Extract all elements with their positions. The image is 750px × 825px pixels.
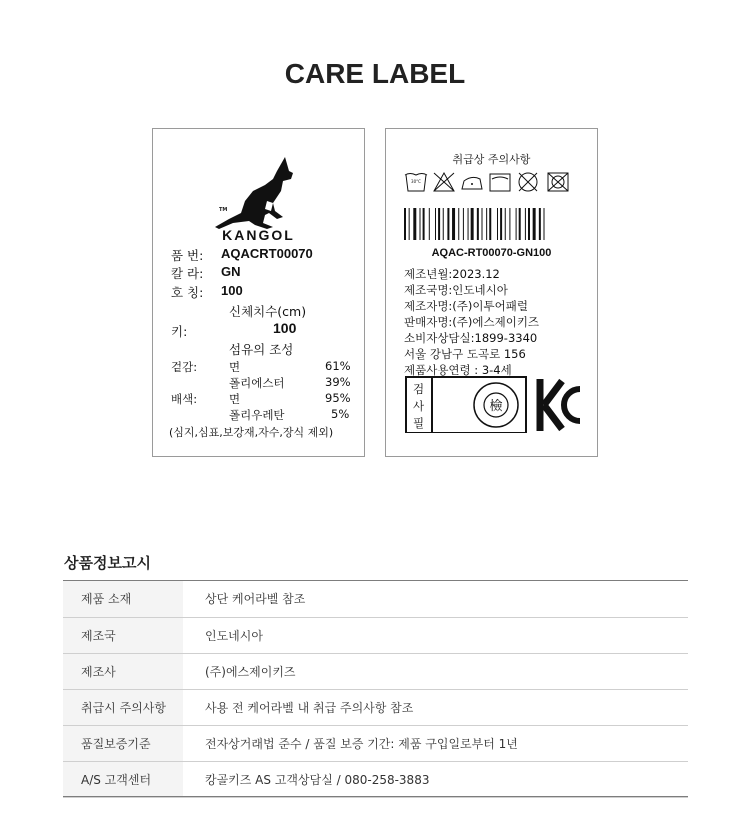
stamp-char: 사 <box>413 399 425 413</box>
product-info-title: 상품정보고시 <box>64 554 151 572</box>
size-label: 호 칭: <box>171 285 204 300</box>
row-key: 품질보증기준 <box>63 725 183 761</box>
exclusion-note: (심지,심표,보강재,자수,장식 제외) <box>169 426 334 439</box>
certification-marks <box>404 375 582 433</box>
row-key: 제조사 <box>63 653 183 689</box>
inspection-stamp <box>413 381 424 432</box>
body-size-title: 신체치수(cm) <box>229 304 307 319</box>
trim-label: 배색: <box>171 392 198 406</box>
svg-text:30°C: 30°C <box>411 179 421 184</box>
info-line: 제조년월:2023.12 <box>404 267 500 281</box>
color-label: 칼 라: <box>171 266 204 281</box>
fiber-title: 섬유의 조성 <box>229 342 294 357</box>
color-value: GN <box>221 264 241 279</box>
row-value: 캉골키즈 AS 고객상담실 / 080-258-3883 <box>183 761 688 797</box>
care-label-left <box>152 128 365 457</box>
outer-percent-1: 61% <box>325 359 351 373</box>
stamp-char: 필 <box>413 416 425 430</box>
no-dryclean-icon <box>519 173 537 191</box>
product-no-value: AQACRT00070 <box>221 246 313 261</box>
table-row <box>63 689 688 725</box>
info-line: 제조자명:(주)이투어패럴 <box>404 299 528 313</box>
table-row <box>63 653 688 689</box>
stamp-char: 검 <box>413 382 425 396</box>
care-label-right <box>385 128 598 457</box>
info-line: 제조국명:인도네시아 <box>404 283 508 297</box>
trim-percent-1: 95% <box>325 391 351 405</box>
row-value: 상단 케어라벨 참조 <box>183 581 688 617</box>
row-value: 인도네시아 <box>183 617 688 653</box>
row-key: 취급시 주의사항 <box>63 689 183 725</box>
row-value: 전자상거래법 준수 / 품질 보증 기간: 제품 구입일로부터 1년 <box>183 725 688 761</box>
product-no-label: 품 번: <box>171 248 204 263</box>
row-key: A/S 고객센터 <box>63 761 183 797</box>
dry-flat-icon <box>490 174 510 191</box>
trim-percent-2: 5% <box>331 407 350 421</box>
outer-material-2: 폴리에스터 <box>229 376 285 390</box>
care-heading: 취급상 주의사항 <box>452 153 531 166</box>
table-row <box>63 761 688 797</box>
table-row <box>63 617 688 653</box>
table-row <box>63 581 688 617</box>
hand-wash-icon <box>405 174 427 192</box>
row-key: 제조국 <box>63 617 183 653</box>
no-tumble-dry-icon <box>548 173 568 191</box>
svg-text:檢: 檢 <box>489 399 503 414</box>
row-value: (주)에스제이키즈 <box>183 653 688 689</box>
barcode-number: AQAC-RT00070-GN100 <box>431 247 552 259</box>
barcode-icon <box>404 208 582 240</box>
height-label: 키: <box>171 324 188 339</box>
outer-label: 겉감: <box>171 360 198 374</box>
info-line: 제품사용연령 : 3-4세 <box>404 363 512 377</box>
page-title: CARE LABEL <box>284 58 466 89</box>
no-bleach-icon <box>434 173 454 191</box>
height-value: 100 <box>273 320 297 336</box>
product-info-table <box>63 581 688 798</box>
outer-percent-2: 39% <box>325 375 351 389</box>
row-value: 사용 전 케어라벨 내 취급 주의사항 참조 <box>183 689 688 725</box>
trim-material-1: 면 <box>229 392 241 406</box>
brand-name: KANGOL <box>222 227 295 243</box>
iron-icon <box>462 177 482 189</box>
info-line: 서울 강남구 도곡로 156 <box>404 347 526 361</box>
table-bottom-rule <box>63 796 688 797</box>
table-row <box>63 725 688 761</box>
info-line: 소비자상담실:1899-3340 <box>404 331 538 345</box>
size-value: 100 <box>221 283 243 298</box>
trademark-mark: TM <box>219 207 228 213</box>
row-key: 제품 소재 <box>63 581 183 617</box>
info-line: 판매자명:(주)에스제이키즈 <box>404 315 540 329</box>
care-symbols <box>404 171 582 193</box>
trim-material-2: 폴리우레탄 <box>229 408 285 422</box>
outer-material-1: 면 <box>229 360 241 374</box>
